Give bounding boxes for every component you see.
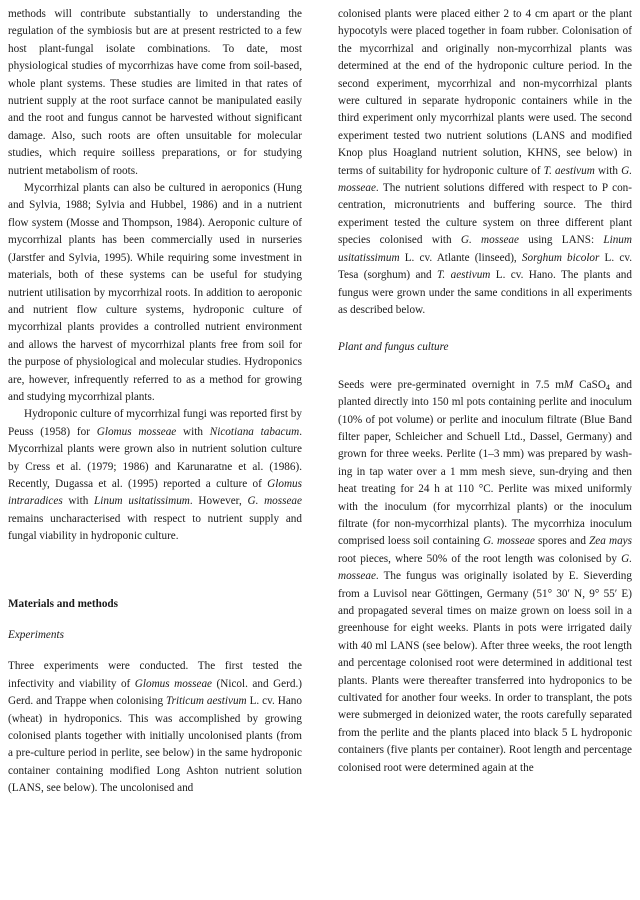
italic-term: G. mosseae: [338, 552, 632, 583]
italic-term: Glomus intraradices: [8, 477, 302, 508]
text-run: . However,: [189, 495, 248, 508]
italic-term: G. mosseae: [460, 234, 519, 247]
text-run: colonised plants were placed either 2 to 4 cm apart or the plant hypocotyls were placed together in foam rubber. Colonisation of the mycorrhizal and originally non-mycorrhizal plants was determined at the end of the hydroponic culture period. In the second experiment, mycorrhizal and non-mycorrhizal plants were cultured in separate hydroponic containers while in the third experiment only mycorrhizal plants were used. The second experiment tested two nutrient solutions (LANS and modified Knop plus Hoagland nutrient solution, KHNS, see below) in terms of suitability for hydroponic culture of: [338, 8, 632, 177]
text-run: Mycorrhizal plants can also be cultured in aeroponics (Hung and Sylvia, 1988; Sylvia and Hubbel, 1986) and in a nutrient flow system (Mosse and Thompson, 1984). Aeroponic culture of mycorrhizal plants has been commercially used in nurseries (Jarstfer and Sylvia, 1995). While requiring some investment in materials, both of these systems can be useful for studying nutrient utilisation by mycorrhizal roots. In addition to aeroponic and nutrient flow culture systems, hydroponic culture of mycorrhizal plants provides a controlled nutrient environment and allows the harvest of mycorrhizal plants free from soil for the purpose of physiological and molecular studies. Hydroponics are, however, infrequently referred to as a method for growing and studying mycorrhizal plants.: [8, 182, 302, 403]
italic-term: T. aestivum: [543, 164, 595, 177]
body-paragraph: [8, 180, 302, 406]
text-run: with: [62, 495, 95, 508]
body-paragraph: [8, 406, 302, 545]
text-run: with: [594, 164, 622, 177]
text-run: CaSO: [573, 378, 606, 391]
italic-term: Glomus mosseae: [96, 425, 177, 438]
body-paragraph: [338, 6, 632, 319]
subscript: 4: [605, 382, 610, 392]
body-paragraph: [338, 377, 632, 777]
italic-term: Zea mays: [589, 535, 632, 548]
italic-term: M: [563, 378, 574, 391]
subsection-heading: [338, 339, 632, 356]
italic-term: Linum usitatissimum: [94, 495, 190, 508]
italic-term: G. mosseae: [338, 164, 632, 195]
italic-term: G. mosseae: [247, 495, 302, 508]
italic-term: G. mosseae: [482, 535, 535, 548]
text-run: . The fungus was originally isolated by E. Sieverding from a Luvisol near Göttingen, Germany (51° 30′ N, 9° 55′ E) and propagated several times on maize grown on loess soil in a greenhouse for eight weeks. Plants in pots were irrigated daily with 40 ml LANS (see below). After three weeks, the root length and percentage colonised root were determined in additional test plants. Plants were thereafter transferred into hydroponics to be cultivated for another four weeks. In order to transplant, the pots were submerged in deionized water, the roots carefully separated from the perlite and the plants placed into black 5 L hydroponic containers (five plants per container). Root length and percentage colonised root were determined again at the: [338, 570, 632, 774]
text-run: spores and: [534, 535, 590, 548]
text-run: root pieces, where 50% of the root length was colonised by: [338, 552, 622, 565]
text-run: . Mycorrhizal plants were grown also in nutrient solution culture by Cress et al. (1979; 1986) and Karunaratne et al. (1986). Recently, Dugassa et al. (1995) reported a culture of: [8, 425, 302, 490]
right-column: [338, 6, 632, 777]
text-run: methods will contribute substantially to understanding the regulation of the symbiosis but are at present restricted to a few host plant-fungal isolate combinations. To date, most physiological studies of mycorrhizas have come from soil-based, whole plant systems. These studies are limited in that rates of nutrient supply at the root surface cannot be manipulated easily and the root and fungus cannot be harvested without significant damage. Also, such roots are often unsuitable for molecular studies, which require soilless preparations, or for studying nutrient metabolism of roots.: [8, 8, 302, 177]
text-run: . The nutrient solutions differed with respect to P concentration, micronutrients and buffering source. The third experiment tested the culture system on three different plant species colonised with: [338, 182, 632, 247]
italic-term: T. aestivum: [437, 269, 491, 282]
body-paragraph: [8, 6, 302, 180]
text-run: Experiments: [8, 629, 64, 641]
text-run: L. cv. Atlante (linseed),: [399, 251, 522, 264]
text-run: L. cv. Hano. The plants and fungus were grown under the same conditions in all experiments as described below.: [338, 269, 632, 316]
text-run: L. cv. Tesa (sorghum) and: [338, 251, 632, 282]
text-run: (Nicol. and Gerd.) Gerd. and Trappe when colonising: [8, 677, 302, 708]
left-column: [8, 6, 302, 798]
italic-term: Nicotiana tabacum: [209, 425, 300, 438]
text-run: Seeds were pre-germinated overnight in 7.5 m: [338, 378, 564, 391]
text-run: Three experiments were conducted. The first tested the infectivity and viability of: [8, 660, 302, 690]
italic-term: Sorghum bicolor: [521, 251, 600, 264]
text-run: Plant and fungus culture: [338, 341, 449, 354]
text-run: with: [176, 425, 210, 438]
section-heading: [8, 596, 302, 613]
body-paragraph: [8, 658, 302, 797]
text-run: remains uncharacterised with respect to nutrient supply and fungal viability in hydroponic culture.: [8, 512, 302, 543]
text-run: using LANS:: [518, 234, 604, 247]
text-run: and planted directly into 150 ml pots containing perlite and inoculum (10% of pot volume) or perlite and inoculum filtrate (Blue Band filter paper, Schleicher and Schuell Ltd., Dassel, Germany) and grown for three weeks. Perlite (1–3 mm) was prepared by washing in tap water over a 1 mm mesh sieve, sun-drying and then heat treating for 24 h at 110 °C. Perlite was mixed uniformly with the inoculum (for mycorrhizal plants) or the inoculum filtrate (for non-mycorrhizal plants). The mycorrhiza inoculum comprised loess soil containing: [338, 378, 633, 548]
text-run: Hydroponic culture of mycorrhizal fungi was reported first by Peuss (1958) for: [8, 408, 302, 438]
italic-term: Triticum aestivum: [166, 695, 247, 708]
italic-term: Linum usitatissimum: [338, 234, 632, 264]
text-run: L. cv. Hano (wheat) in hydroponics. This was accomplished by growing colonised plants together with initially uncolonised plants (from a pre-culture period in perlite, see below) in the same hydroponic container containing modified Long Ashton nutrient solution (LANS, see below). The uncolonised and: [8, 695, 302, 795]
text-run: Materials and methods: [8, 597, 119, 610]
subsection-heading: [8, 627, 302, 644]
italic-term: Glomus mosseae: [134, 677, 213, 690]
